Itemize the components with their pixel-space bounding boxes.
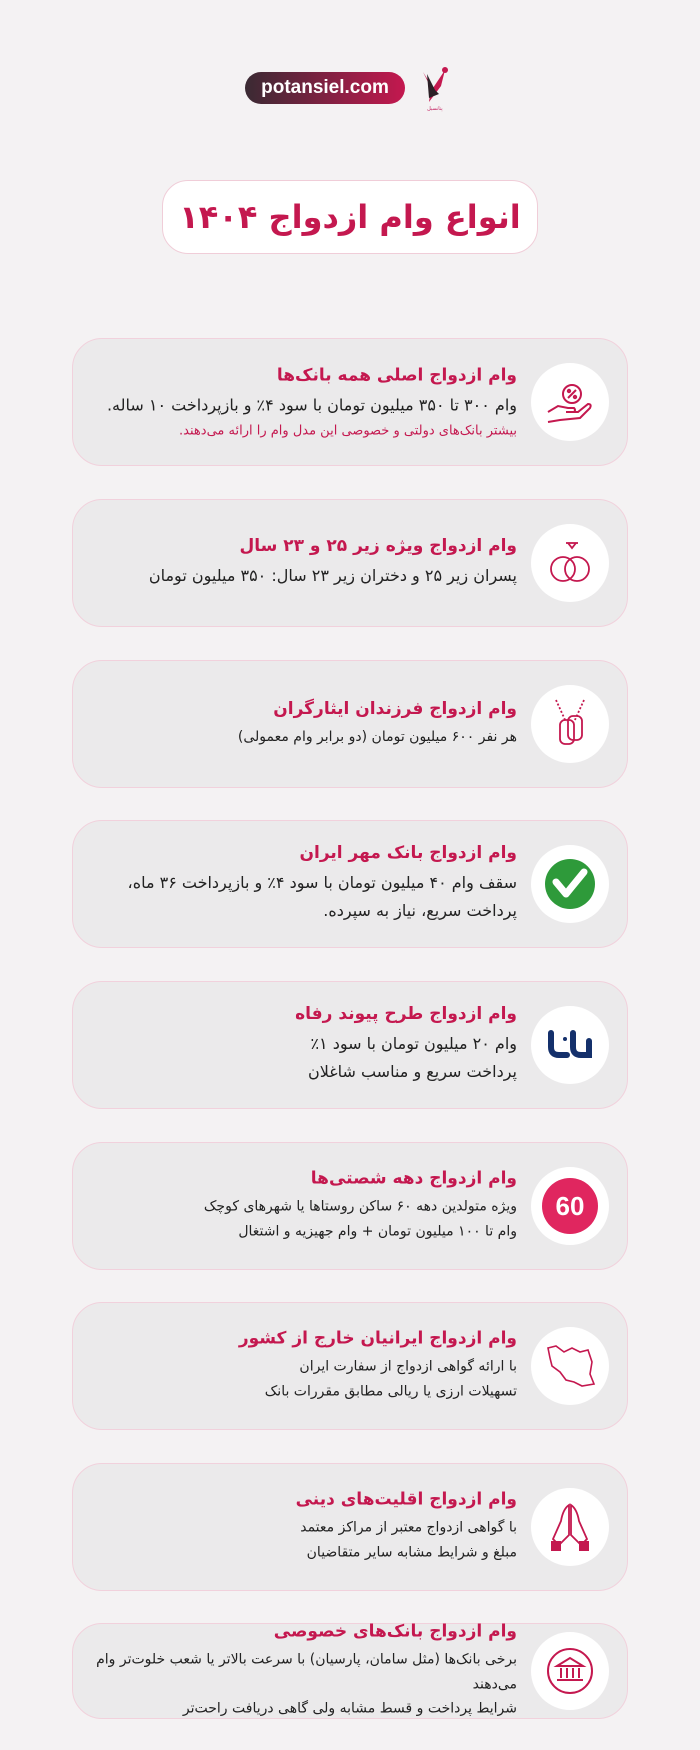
praying-hands-icon [545,1499,595,1555]
sixty-badge-icon [540,1176,600,1236]
loan-card-private-banks [72,1623,628,1719]
card-title: وام ازدواج دهه شصتی‌ها [310,1168,517,1189]
card-title: وام ازدواج ویژه زیر ۲۵ و ۲۳ سال [239,536,517,556]
iran-map-icon [542,1340,598,1392]
card-description: وام تا ۱۰۰ میلیون تومان + وام جهیزیه و اشتغال [238,1223,517,1239]
loan-card-mehr-iran [72,820,628,948]
card-icon-wrapper [531,845,609,923]
bank-building-icon [545,1646,595,1696]
loan-card-under-age [72,499,628,627]
refah-bank-logo-icon [545,1025,595,1065]
card-icon-wrapper [531,363,609,441]
loan-card-veterans-children [72,660,628,788]
card-text [95,1004,517,1086]
site-header [0,64,700,112]
card-title: وام ازدواج بانک‌های خصوصی [273,1621,517,1642]
page-title: انواع وام ازدواج ۱۴۰۴ [162,180,538,254]
card-text [95,366,517,439]
card-title: وام ازدواج بانک مهر ایران [299,843,517,863]
loan-card-sixties [72,1142,628,1270]
card-icon-wrapper [531,1632,609,1710]
card-description: وام ۳۰۰ تا ۳۵۰ میلیون تومان با سود ۴٪ و بازپرداخت ۱۰ ساله. [106,395,517,415]
card-text [95,1169,517,1244]
card-description: با گواهی ازدواج معتبر از مراکز معتمد [300,1519,517,1536]
card-description: ویژه متولدین دهه ۶۰ ساکن روستاها یا شهرهای کوچک [203,1198,517,1215]
card-description: پسران زیر ۲۵ و دختران زیر ۲۳ سال: ۳۵۰ میلیون تومان [148,566,517,585]
percent-hand-icon [544,376,596,428]
potansiel-logo[interactable] [415,64,455,112]
card-title: وام ازدواج اصلی همه بانک‌ها [276,365,517,386]
card-description: برخی بانک‌ها (مثل سامان، پارسیان) با سرعت بالاتر یا شعب خلوت‌تر وام می‌دهند [96,1651,517,1692]
card-title: وام ازدواج اقلیت‌های دینی [295,1489,517,1510]
loan-card-abroad [72,1302,628,1430]
logo-label: پتانسیل [427,106,443,112]
card-icon-wrapper [531,1327,609,1405]
dog-tags-icon [542,696,598,752]
card-description: مبلغ و شرایط مشابه سایر متقاضیان [306,1544,517,1560]
card-description: تسهیلات ارزی یا ریالی مطابق مقررات بانک [264,1383,517,1399]
loan-card-refah-peyvand [72,981,628,1109]
card-description: با ارائه گواهی ازدواج از سفارت ایران [299,1358,517,1375]
card-description: شرایط پرداخت و قسط مشابه ولی گاهی دریافت راحت‌تر [182,1700,517,1717]
card-description: پرداخت سریع و مناسب شاغلان [307,1062,517,1081]
sixty-badge-text: 60 [555,1191,585,1221]
card-text [95,699,517,750]
card-text [95,536,517,590]
card-text [95,1621,517,1721]
card-icon-wrapper [531,1006,609,1084]
card-description: سقف وام ۴۰ میلیون تومان با سود ۴٪ و بازپرداخت ۳۶ ماه، پرداخت سریع، نیاز به سپرده. [127,873,517,920]
bank-mehr-check-icon [542,856,598,912]
site-url-badge[interactable]: potansiel.com [245,72,405,104]
loan-card-religious-minorities [72,1463,628,1591]
card-title: وام ازدواج ایرانیان خارج از کشور [238,1328,517,1349]
card-description: هر نفر ۶۰۰ میلیون تومان (دو برابر وام معمولی) [237,728,517,745]
card-icon-wrapper [531,524,609,602]
card-description: وام ۲۰ میلیون تومان با سود ۱٪ [310,1034,517,1053]
card-text [95,1329,517,1404]
logo-figure-icon [415,64,455,104]
wedding-rings-icon [542,535,598,591]
card-text [95,1490,517,1565]
card-title: وام ازدواج طرح پیوند رفاه [295,1004,517,1024]
card-title: وام ازدواج فرزندان ایثارگران [273,698,517,719]
card-icon-wrapper [531,685,609,763]
card-note: بیشتر بانک‌های دولتی و خصوصی این مدل وام را ارائه می‌دهند. [179,423,517,439]
card-text [95,843,517,925]
card-icon-wrapper [531,1488,609,1566]
loan-card-main [72,338,628,466]
card-icon-wrapper [531,1167,609,1245]
